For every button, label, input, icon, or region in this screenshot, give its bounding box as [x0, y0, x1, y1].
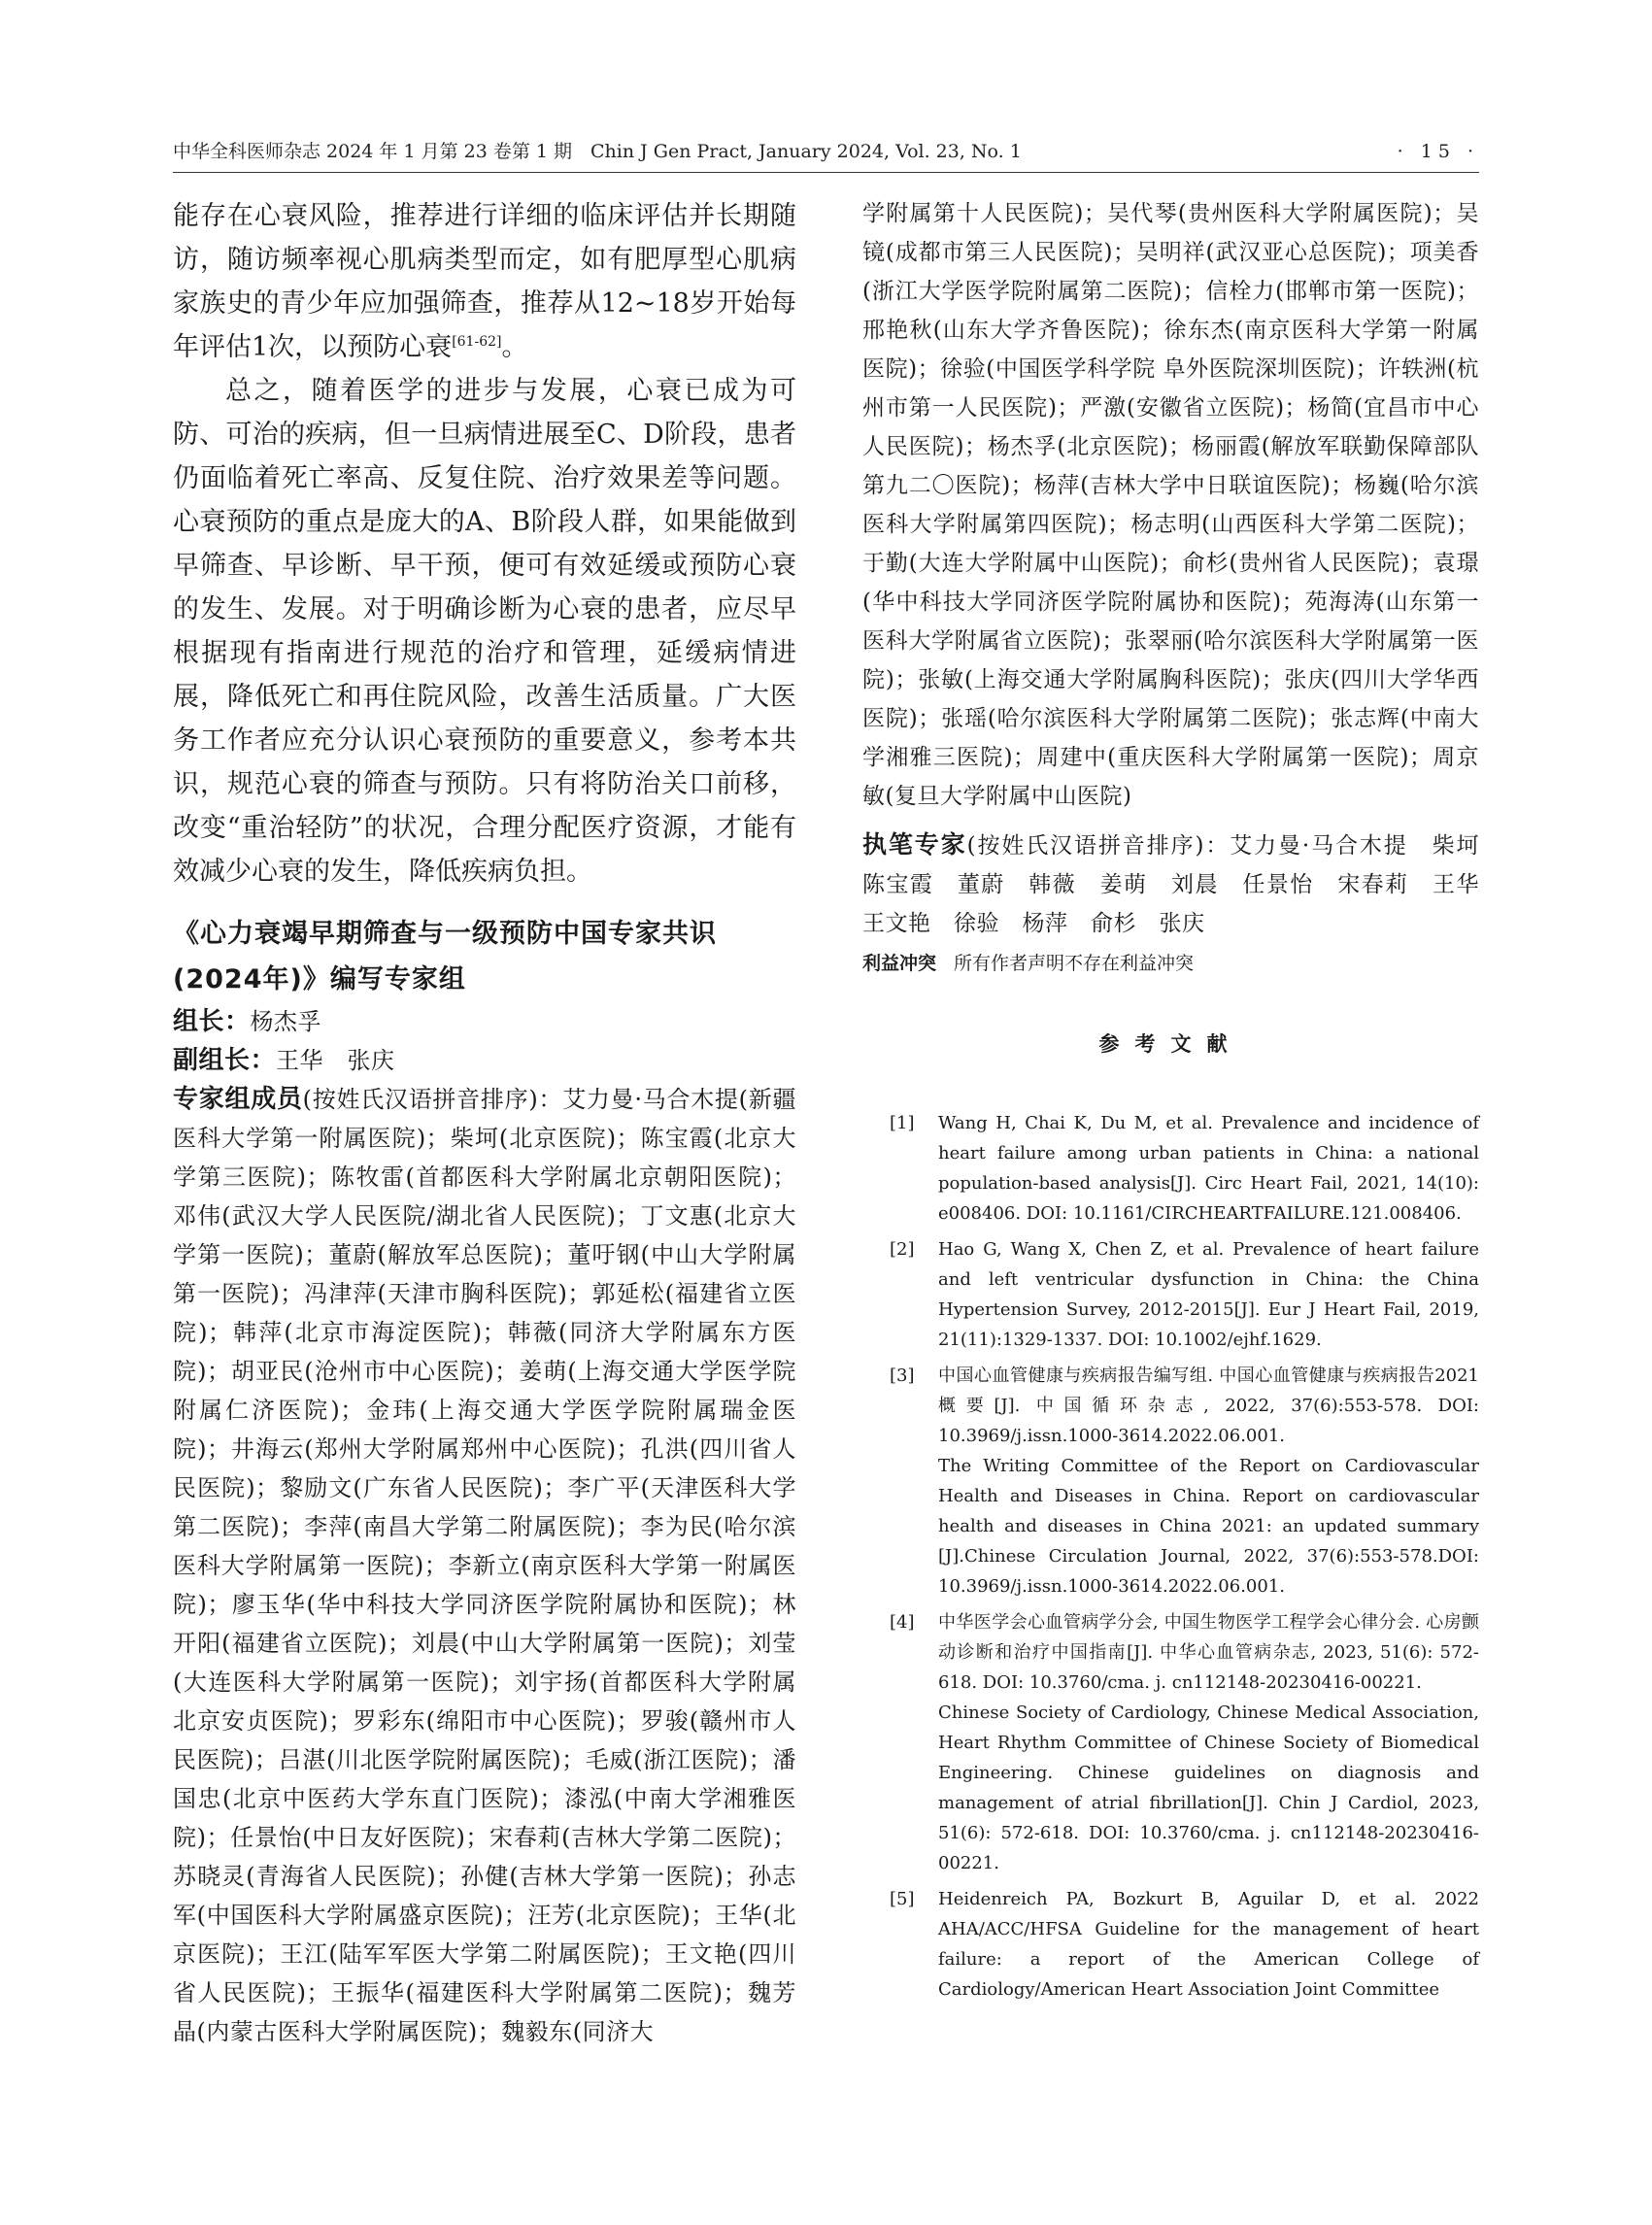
citation: [61-62]: [452, 334, 502, 350]
members-note: (按姓氏汉语拼音排序)：: [302, 1086, 563, 1113]
reference-number: [3]: [890, 1365, 915, 1386]
page-number: · 15 ·: [1397, 141, 1479, 162]
reference-number: [5]: [890, 1889, 915, 1909]
reference-text-english: Chinese Society of Cardiology, Chinese Medical Association, Heart Rhythm Committee of Chinese Society of Biomedical Engineering. Chinese guidelines on diagnosis and management of atrial fibrillation[J]. Chin J Cardiol, 2023, 51(6): 572-618. DOI: 10.3760/cma. j. cn112148-20230416-00221.: [938, 1702, 1479, 1873]
reference-text: Heidenreich PA, Bozkurt B, Aguilar D, et al. 2022 AHA/ACC/HFSA Guideline for the management of heart failure: a report of the American College of Cardiology/American Heart Association Joint Committee: [938, 1889, 1479, 2000]
coi-text: 所有作者声明不存在利益冲突: [954, 953, 1195, 974]
leader-label: 组长：: [173, 1007, 251, 1036]
group-deputy: [173, 1041, 796, 1080]
reference-text: 中国心血管健康与疾病报告编写组. 中国心血管健康与疾病报告2021概要[J]. 中国循环杂志, 2022, 37(6):553-578. DOI: 10.3969/j.issn.1000-3614.2022.06.001.: [938, 1365, 1479, 1446]
group-leader: [173, 1002, 796, 1041]
reference-item: [862, 1108, 1479, 1229]
reference-item: [862, 1607, 1479, 1878]
writing-experts: [862, 826, 1502, 943]
members-label: 专家组成员: [173, 1085, 303, 1114]
conflict-of-interest: [862, 947, 1479, 980]
coi-label: 利益冲突: [862, 953, 937, 974]
expert-group-title: 《心力衰竭早期筛查与一级预防中国专家共识(2024年)》编写专家组: [173, 919, 717, 995]
paragraph-end: 。: [501, 332, 528, 362]
members-list-continued: 学附属第十人民医院)；吴代琴(贵州医科大学附属医院)；吴镜(成都市第三人民医院)；吴明祥(武汉亚心总医院)；项美香(浙江大学医学院附属第二医院)；信栓力(邯郸市第一医院)；邢艳秋(山东大学齐鲁医院)；徐东杰(南京医科大学第一附属医院)；徐验(中国医学科学院 阜外医院深圳医院)；许轶洲(杭州市第一人民医院)；严激(安徽省立医院)；杨简(宜昌市中心人民医院)；杨杰孚(北京医院)；杨丽霞(解放军联勤保障部队第九二〇医院)；杨萍(吉林大学中日联谊医院)；杨巍(哈尔滨医科大学附属第四医院)；杨志明(山西医科大学第二医院)；于勤(大连大学附属中山医院)；俞杉(贵州省人民医院)；袁璟(华中科技大学同济医学院附属协和医院)；苑海涛(山东第一医科大学附属省立医院)；张翠丽(哈尔滨医科大学附属第一医院)；张敏(上海交通大学附属胸科医院)；张庆(四川大学华西医院)；张瑶(哈尔滨医科大学附属第二医院)；张志辉(中南大学湘雅三医院)；周建中(重庆医科大学附属第一医院)；周京敏(复旦大学附属中山医院): [862, 201, 1479, 809]
right-column: [862, 194, 1502, 2010]
members-list: 艾力曼·马合木提(新疆医科大学第一附属医院)；柴坷(北京医院)；陈宝霞(北京大学第三医院)；陈牧雷(首都医科大学附属北京朝阳医院)；邓伟(武汉大学人民医院/湖北省人民医院)；丁文惠(北京大学第一医院)；董蔚(解放军总医院)；董吁钢(中山大学附属第一医院)；冯津萍(天津市胸科医院)；郭延松(福建省立医院)；韩萍(北京市海淀医院)；韩薇(同济大学附属东方医院)；胡亚民(沧州市中心医院)；姜萌(上海交通大学医学院附属仁济医院)；金玮(上海交通大学医学院附属瑞金医院)；井海云(郑州大学附属郑州中心医院)；孔洪(四川省人民医院)；黎励文(广东省人民医院)；李广平(天津医科大学第二医院)；李萍(南昌大学第二附属医院)；李为民(哈尔滨医科大学附属第一医院)；李新立(南京医科大学第一附属医院)；廖玉华(华中科技大学同济医学院附属协和医院)；林开阳(福建省立医院)；刘晨(中山大学附属第一医院)；刘莹(大连医科大学附属第一医院)；刘宇扬(首都医科大学附属北京安贞医院)；罗彩东(绵阳市中心医院)；罗骏(赣州市人民医院)；吕湛(川北医学院附属医院)；毛威(浙江医院)；潘国忠(北京中医药大学东直门医院)；漆泓(中南大学湘雅医院)；任景怡(中日友好医院)；宋春莉(吉林大学第二医院)；苏晓灵(青海省人民医院)；孙健(吉林大学第一医院)；孙志军(中国医科大学附属盛京医院)；汪芳(北京医院)；王华(北京医院)；王江(陆军军医大学第二附属医院)；王文艳(四川省人民医院)；王振华(福建医科大学附属第二医院)；魏芳晶(内蒙古医科大学附属医院)；魏毅东(同济大: [173, 1086, 796, 2045]
running-header: [173, 134, 1479, 169]
header-rule: [173, 172, 1479, 173]
left-column: [173, 194, 796, 2051]
journal-citation: 中华全科医师杂志 2024 年 1 月第 23 卷第 1 期 Chin J Gen Pract, January 2024, Vol. 23, No. 1: [173, 141, 1022, 162]
group-members: [173, 1080, 796, 2051]
reference-text: 中华医学会心血管病学分会, 中国生物医学工程学会心律分会. 心房颤动诊断和治疗中国指南[J]. 中华心血管病杂志, 2023, 51(6): 572-618. DOI: 10.3760/cma. j. cn112148-20230416-00221.: [938, 1612, 1479, 1693]
reference-text: Hao G, Wang X, Chen Z, et al. Prevalence of heart failure and left ventricular dysfunction in China: the China Hypertension Survey, 2012-2015[J]. Eur J Heart Fail, 2019, 21(11):1329-1337. DOI: 10.1002/ejhf.1629.: [938, 1239, 1479, 1350]
reference-item: [862, 1361, 1479, 1601]
authors-label: 执笔专家: [862, 830, 967, 859]
references-heading: 参考文献: [1098, 1032, 1243, 1056]
reference-number: [2]: [890, 1239, 915, 1260]
reference-number: [4]: [890, 1612, 915, 1633]
reference-number: [1]: [890, 1113, 915, 1133]
conclusion-paragraph: 总之，随着医学的进步与发展，心衰已成为可防、可治的疾病，但一旦病情进展至C、D阶段，患者仍面临着死亡率高、反复住院、治疗效果差等问题。心衰预防的重点是庞大的A、B阶段人群，如果能做到早筛查、早诊断、早干预，便可有效延缓或预防心衰的发生、发展。对于明确诊断为心衰的患者，应尽早根据现有指南进行规范的治疗和管理，延缓病情进展，降低死亡和再住院风险，改善生活质量。广大医务工作者应充分认识心衰预防的重要意义，参考本共识，规范心衰的筛查与预防。只有将防治关口前移，改变“重治轻防”的状况，合理分配医疗资源，才能有效减少心衰的发生，降低疾病负担。: [173, 376, 796, 887]
reference-item: [862, 1234, 1479, 1355]
deputy-names: 王华 张庆: [276, 1047, 395, 1074]
reference-text: Wang H, Chai K, Du M, et al. Prevalence and incidence of heart failure among urban patients in China: a national population-based analysis[J]. Circ Heart Fail, 2021, 14(10): e008406. DOI: 10.1161/CIRCHEARTFAILURE.121.008406.: [938, 1113, 1479, 1224]
paragraph-continued: [173, 194, 796, 369]
deputy-label: 副组长：: [173, 1046, 277, 1075]
reference-item: [862, 1884, 1479, 2005]
authors-note: (按姓氏汉语拼音排序)：: [966, 833, 1231, 859]
authors-list: 艾力曼·马合木提 柴坷 陈宝霞 董蔚 韩薇 姜萌 刘晨 任景怡 宋春莉 王华 王文艳 徐验 杨萍 俞杉 张庆: [862, 833, 1502, 936]
paragraph-text: 能存在心衰风险，推荐进行详细的临床评估并长期随访，随访频率视心肌病类型而定，如有肥厚型心肌病家族史的青少年应加强筛查，推荐从12~18岁开始每年评估1次，以预防心衰: [173, 201, 796, 362]
leader-name: 杨杰孚: [250, 1008, 322, 1035]
reference-text-english: The Writing Committee of the Report on Cardiovascular Health and Diseases in China. Report on cardiovascular health and diseases in China 2021: an updated summary [J].Chinese Circulation Journal, 2022, 37(6):553-578.DOI: 10.3969/j.issn.1000-3614.2022.06.001.: [938, 1456, 1479, 1597]
